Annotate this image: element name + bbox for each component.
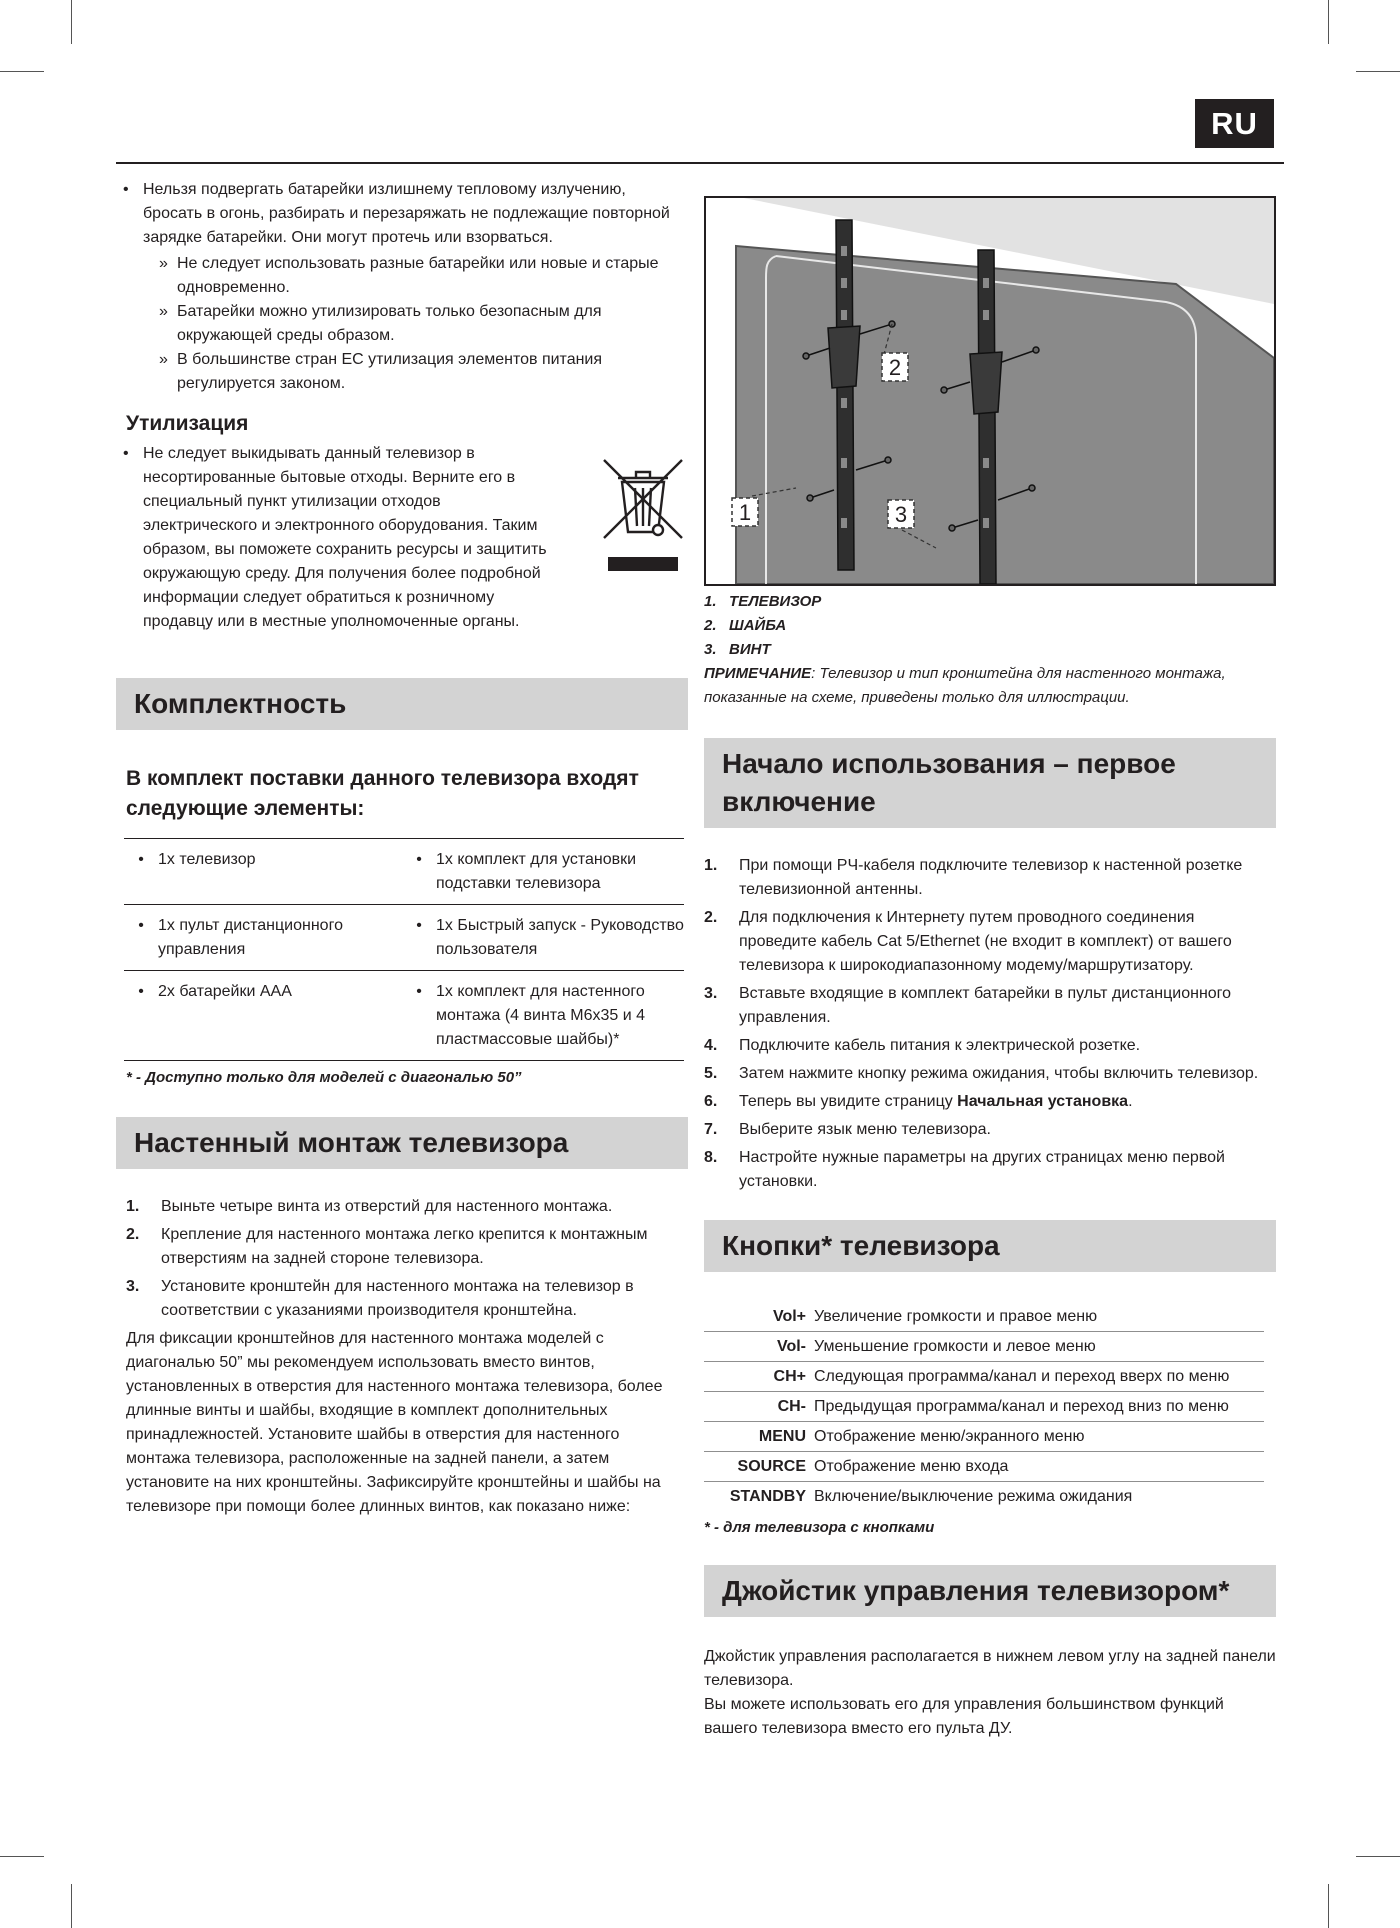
list-item bbox=[704, 1062, 1276, 1086]
left-column bbox=[116, 178, 688, 1519]
bullet-mark: • bbox=[124, 971, 158, 1061]
crop-mark bbox=[1356, 71, 1400, 72]
crop-mark bbox=[71, 1884, 72, 1928]
step-text-bold: Начальная установка bbox=[957, 1093, 1129, 1110]
wall-mount-illustration bbox=[706, 198, 1274, 584]
step-number: 7. bbox=[704, 1121, 718, 1138]
buttons-footnote: * - для телевизора с кнопками bbox=[704, 1519, 935, 1536]
button-desc: Предыдущая программа/канал и переход вниз по меню bbox=[814, 1392, 1264, 1422]
wall-mount-paragraph: Для фиксации кронштейнов для настенного монтажа моделей с диагональю 50” мы рекомендуем использовать вместо винтов, установленных в отверстия для настенного монтажа телевизора, более длинные винты и шайбы, входящие в комплект дополнительных принадлежностей. Установите шайбы в отверстия для настенного монтажа телевизора, расположенные на задней панели, а затем установите на них кронштейны. Зафиксируйте кронштейны и шайбы на телевизоре при помощи более длинных винтов, как показано ниже: bbox=[126, 1330, 663, 1515]
button-key: CH- bbox=[704, 1392, 814, 1422]
step-number: 8. bbox=[704, 1149, 718, 1166]
caption-number: 1. bbox=[704, 593, 717, 610]
package-subtitle: В комплект поставки данного телевизора входят следующие элементы: bbox=[126, 767, 639, 820]
figure-label: 2 bbox=[888, 355, 902, 380]
table-row bbox=[704, 1332, 1264, 1362]
step-number: 3. bbox=[126, 1278, 140, 1295]
battery-warning-text: Нельзя подвергать батарейки излишнему тепловому излучению, бросать в огонь, разбирать и перезаряжать не подлежащие повторной зарядке батарейки. Они могут протечь или взорваться. bbox=[143, 181, 670, 246]
button-desc: Отображение меню/экранного меню bbox=[814, 1422, 1264, 1452]
table-row bbox=[704, 1302, 1264, 1332]
joystick-paragraph: Вы можете использовать его для управления большинством функций вашего телевизора вместо его пульта ДУ. bbox=[704, 1696, 1224, 1737]
step-text: При помощи РЧ-кабеля подключите телевизор к настенной розетке телевизионной антенны. bbox=[739, 857, 1243, 898]
button-key: STANDBY bbox=[704, 1482, 814, 1512]
caption-item bbox=[704, 614, 1276, 638]
step-number: 6. bbox=[704, 1093, 718, 1110]
list-item bbox=[704, 1034, 1276, 1058]
caption-number: 3. bbox=[704, 641, 717, 658]
table-row bbox=[124, 971, 684, 1061]
header-rule bbox=[116, 162, 1284, 164]
crop-mark bbox=[0, 1856, 44, 1857]
list-item bbox=[704, 906, 1276, 978]
crop-mark bbox=[1328, 1884, 1329, 1928]
list-item bbox=[704, 1146, 1276, 1194]
disposal-list bbox=[116, 442, 556, 634]
wall-mount-figure bbox=[704, 196, 1276, 586]
step-text: Крепление для настенного монтажа легко крепится к монтажным отверстиям на задней стороне телевизора. bbox=[161, 1226, 648, 1267]
language-badge: RU bbox=[1195, 99, 1274, 148]
list-item bbox=[126, 1223, 688, 1271]
step-text: Теперь вы увидите страницу bbox=[739, 1093, 958, 1110]
battery-sub-item: » Батарейки можно утилизировать только безопасным для окружающей среды образом. bbox=[143, 300, 688, 348]
package-item: 1x пульт дистанционного управления bbox=[158, 905, 402, 971]
button-key: Vol+ bbox=[772, 1308, 806, 1325]
step-text: Выберите язык меню телевизора. bbox=[739, 1121, 991, 1138]
disposal-heading: Утилизация bbox=[126, 412, 249, 435]
bullet-mark: • bbox=[402, 905, 436, 971]
step-number: 3. bbox=[704, 985, 718, 1002]
button-desc: Увеличение громкости и правое меню bbox=[814, 1308, 1098, 1325]
first-use-steps bbox=[704, 854, 1276, 1194]
table-row bbox=[704, 1422, 1264, 1452]
bullet-mark: • bbox=[416, 851, 422, 868]
button-desc: Следующая программа/канал и переход вверх по меню bbox=[814, 1362, 1264, 1392]
step-text: . bbox=[1128, 1093, 1133, 1110]
battery-warnings bbox=[116, 178, 688, 396]
right-column bbox=[704, 196, 1276, 1741]
list-item bbox=[704, 1090, 1276, 1114]
joystick-section-title: Джойстик управления телевизором* bbox=[704, 1565, 1276, 1617]
table-row bbox=[704, 1482, 1264, 1512]
step-number: 2. bbox=[126, 1226, 140, 1243]
step-text: Подключите кабель питания к электрической розетке. bbox=[739, 1037, 1141, 1054]
package-item: 1x комплект для установки подставки телевизора bbox=[436, 851, 637, 892]
bullet-mark: • bbox=[124, 905, 158, 971]
caption-item bbox=[704, 638, 1276, 662]
figure-captions bbox=[704, 590, 1276, 710]
wall-mount-section-title: Настенный монтаж телевизора bbox=[116, 1117, 688, 1169]
buttons-section-title: Кнопки* телевизора bbox=[704, 1220, 1276, 1272]
caption-item bbox=[704, 590, 1276, 614]
table-row bbox=[704, 1362, 1264, 1392]
table-row bbox=[124, 839, 684, 905]
button-desc: Уменьшение громкости и левое меню bbox=[814, 1332, 1264, 1362]
wall-mount-steps bbox=[126, 1195, 688, 1323]
package-table bbox=[124, 838, 684, 1061]
caption-text: ВИНТ bbox=[729, 641, 771, 658]
table-row bbox=[704, 1452, 1264, 1482]
caption-text: ТЕЛЕВИЗОР bbox=[729, 593, 822, 610]
battery-sub-item: » В большинстве стран ЕС утилизация элементов питания регулируется законом. bbox=[143, 348, 688, 396]
list-item bbox=[126, 1195, 688, 1219]
button-key: Vol- bbox=[704, 1332, 814, 1362]
figure-note bbox=[704, 662, 1276, 710]
table-row bbox=[704, 1392, 1264, 1422]
package-item: 1x телевизор bbox=[158, 851, 256, 868]
button-desc: Включение/выключение режима ожидания bbox=[814, 1482, 1264, 1512]
crop-mark bbox=[71, 0, 72, 44]
table-row bbox=[124, 905, 684, 971]
note-text: : Телевизор и тип кронштейна для настенного монтажа, показанные на схеме, приведены только для иллюстрации. bbox=[704, 665, 1226, 706]
joystick-paragraph: Джойстик управления располагается в нижнем левом углу на задней панели телевизора. bbox=[704, 1648, 1276, 1689]
figure-label: 3 bbox=[894, 502, 908, 527]
note-label: ПРИМЕЧАНИЕ bbox=[704, 665, 812, 682]
step-text: Для подключения к Интернету путем проводного соединения проведите кабель Cat 5/Ethernet (не входит в комплект) от вашего телевизора к широкодиапазонному модему/маршрутизатору. bbox=[739, 909, 1232, 974]
button-key: CH+ bbox=[704, 1362, 814, 1392]
bullet-mark: • bbox=[402, 971, 436, 1061]
figure-label: 1 bbox=[738, 500, 752, 525]
step-number: 4. bbox=[704, 1037, 718, 1054]
button-key: MENU bbox=[704, 1422, 814, 1452]
battery-sub-item: » Не следует использовать разные батарейки или новые и старые одновременно. bbox=[143, 252, 688, 300]
step-number: 5. bbox=[704, 1065, 718, 1082]
package-footnote: * - Доступно только для моделей с диагональю 50” bbox=[126, 1069, 522, 1086]
step-number: 2. bbox=[704, 909, 718, 926]
crop-mark bbox=[1356, 1856, 1400, 1857]
disposal-text: • Не следует выкидывать данный телевизор в несортированные бытовые отходы. Верните его в специальный пункт утилизации отходов электрического и электронного оборудования. Таким образом, вы поможете сохранить ресурсы и защитить окружающую среду. Для получения более подробной информации следует обратиться к розничному продавцу или в местные уполномоченные органы. bbox=[116, 442, 556, 634]
button-key: SOURCE bbox=[704, 1452, 814, 1482]
step-number: 1. bbox=[704, 857, 718, 874]
list-item bbox=[704, 982, 1276, 1030]
package-item: 1x Быстрый запуск - Руководство пользователя bbox=[436, 905, 684, 971]
step-text: Настройте нужные параметры на других страницах меню первой установки. bbox=[739, 1149, 1225, 1190]
disposal-block bbox=[116, 442, 688, 634]
crop-mark bbox=[0, 71, 44, 72]
buttons-table bbox=[704, 1302, 1264, 1511]
weee-bin-icon bbox=[600, 456, 686, 574]
battery-sub-list bbox=[143, 252, 688, 396]
package-section-title: Комплектность bbox=[116, 678, 688, 730]
bullet-mark: • bbox=[138, 851, 144, 868]
step-number: 1. bbox=[126, 1198, 140, 1215]
step-text: Затем нажмите кнопку режима ожидания, чтобы включить телевизор. bbox=[739, 1065, 1259, 1082]
package-item: 1x комплект для настенного монтажа (4 винта M6x35 и 4 пластмассовые шайбы)* bbox=[436, 971, 684, 1061]
list-item bbox=[704, 1118, 1276, 1142]
list-item bbox=[126, 1275, 688, 1323]
battery-warning-item bbox=[116, 178, 688, 396]
step-text: Вставьте входящие в комплект батарейки в пульт дистанционного управления. bbox=[739, 985, 1232, 1026]
first-use-section-title: Начало использования – первое включение bbox=[704, 738, 1276, 828]
caption-number: 2. bbox=[704, 617, 717, 634]
package-item: 2x батарейки AAA bbox=[158, 971, 402, 1061]
caption-text: ШАЙБА bbox=[729, 617, 787, 634]
step-text: Выньте четыре винта из отверстий для настенного монтажа. bbox=[161, 1198, 613, 1215]
button-desc: Отображение меню входа bbox=[814, 1452, 1264, 1482]
list-item bbox=[704, 854, 1276, 902]
step-text: Установите кронштейн для настенного монтажа на телевизор в соответствии с указаниями производителя кронштейна. bbox=[161, 1278, 634, 1319]
crop-mark bbox=[1328, 0, 1329, 44]
